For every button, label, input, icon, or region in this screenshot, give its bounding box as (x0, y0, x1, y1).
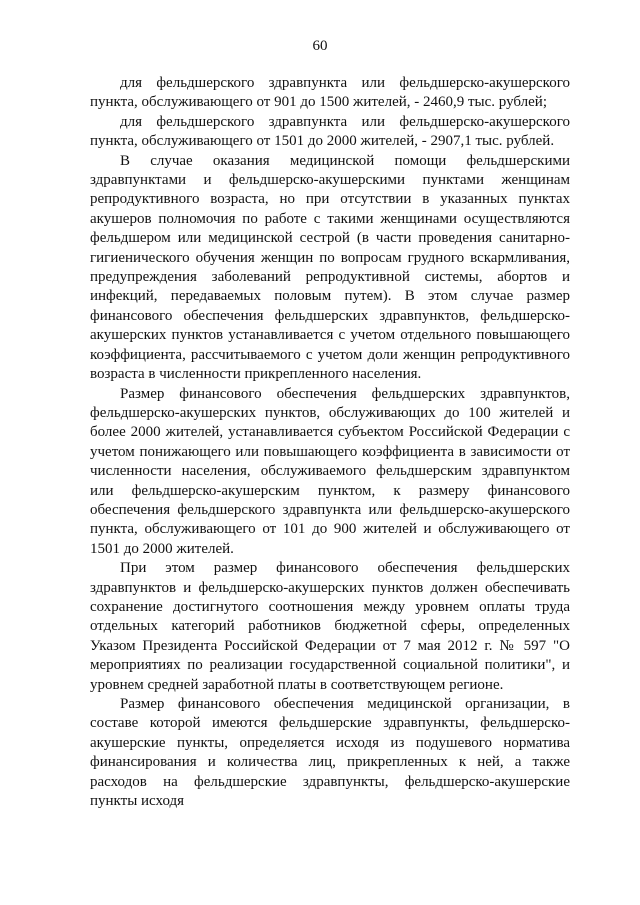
page-number: 60 (312, 38, 328, 54)
document-body (90, 74, 570, 811)
paragraph-rate-901-1500: для фельдшерского здравпункта или фельдшерско-акушерского пункта, обслуживающего от 901 до 1500 жителей, - 2460,9 тыс. рублей; (90, 75, 570, 111)
paragraph-per-capita-funding: Размер финансового обеспечения медицинской организации, в составе которой имеются фельдшерские здравпункты, фельдшерско-акушерские пункты, определяется исходя из подушевого норматива финансирования и количества лиц, прикрепленных к ней, а также расходов на фельдшерские здравпункты, фельдшерско-акушерские пункты исходя (90, 696, 570, 810)
paragraph-reproductive-age-women: В случае оказания медицинской помощи фельдшерскими здравпунктами и фельдшерско-акушерскими пунктами женщинам репродуктивного возраста, но при отсутствии в указанных пунктах акушеров полномочия по работе с такими женщинами осуществляются фельдшером или медицинской сестрой (в части проведения санитарно-гигиенического обучения женщин по вопросам грудного вскармливания, предупреждения заболеваний репродуктивной системы, абортов и инфекций, передаваемых половым путем). В этом случае размер финансового обеспечения фельдшерских здравпунктов, фельдшерско-акушерских пунктов устанавливается с учетом отдельного повышающего коэффициента, рассчитываемого с учетом доли женщин репродуктивного возраста в численности прикрепленного населения. (90, 152, 570, 383)
paragraph-rate-1501-2000: для фельдшерского здравпункта или фельдшерско-акушерского пункта, обслуживающего от 1501 до 2000 жителей, - 2907,1 тыс. рублей. (90, 113, 570, 150)
paragraph-salary-ratio: При этом размер финансового обеспечения фельдшерских здравпунктов и фельдшерско-акушерских пунктов должен обеспечивать сохранение достигнутого соотношения между уровнем оплаты труда отдельных категорий работников бюджетной сферы, определенных Указом Президента Российской Федерации от 7 мая 2012 г. № 597 "О мероприятиях по реализации государственной социальной политики", и уровнем средней заработной платы в соответствующем регионе. (90, 560, 570, 693)
paragraph-coefficient-adjustment: Размер финансового обеспечения фельдшерских здравпунктов, фельдшерско-акушерских пунктов, обслуживающих до 100 жителей и более 2000 жителей, устанавливается субъектом Российской Федерации с учетом понижающего или повышающего коэффициента в зависимости от численности населения, обслуживаемого фельдшерским здравпунктом или фельдшерско-акушерским пунктом, к размеру финансового обеспечения фельдшерского здравпункта или фельдшерско-акушерского пункта, обслуживающего от 101 до 900 жителей и обслуживающего от 1501 до 2000 жителей. (90, 385, 570, 557)
